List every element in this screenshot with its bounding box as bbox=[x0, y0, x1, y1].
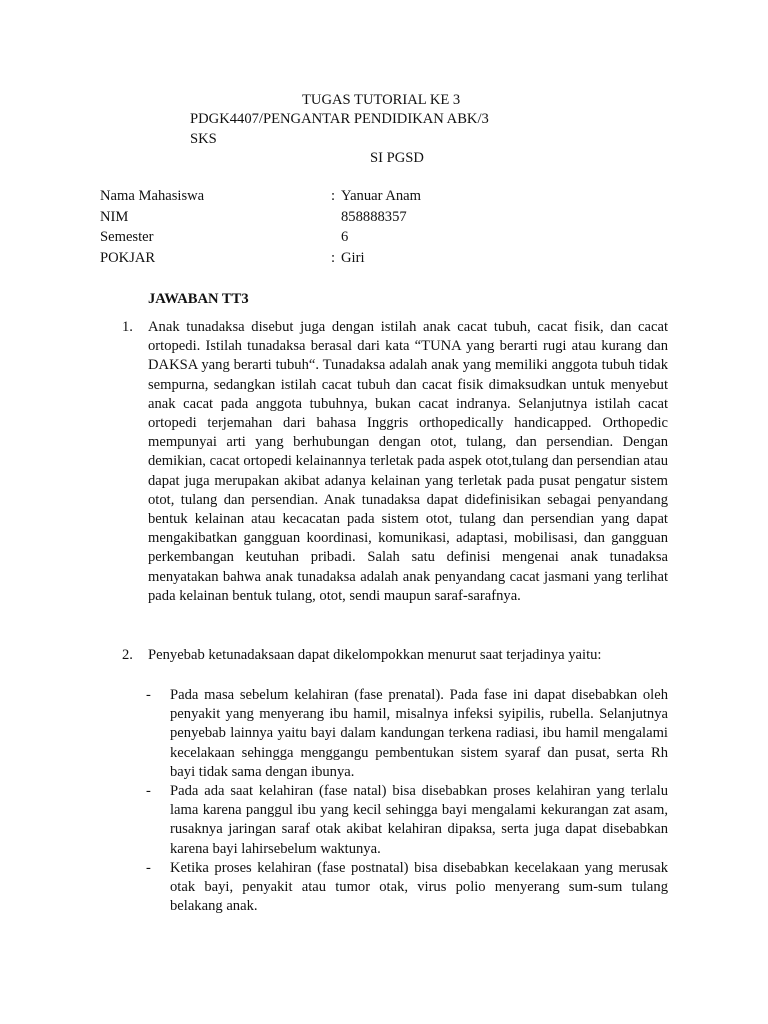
course-title: PDGK4407/PENGANTAR PENDIDIKAN ABK/3 SKS bbox=[190, 111, 489, 147]
answer-item-2 bbox=[122, 646, 668, 665]
list-item bbox=[146, 859, 668, 917]
answer-item-1 bbox=[122, 318, 668, 606]
item-number: 1. bbox=[122, 319, 133, 335]
causes-list bbox=[146, 686, 668, 916]
list-bullet: - bbox=[146, 687, 151, 703]
identity-separator: : bbox=[331, 188, 336, 204]
identity-value: Giri bbox=[341, 249, 365, 266]
list-bullet: - bbox=[146, 783, 151, 800]
answer-paragraph: Penyebab ketunadaksaan dapat dikelompokkan menurut saat terjadinya yaitu: bbox=[148, 647, 602, 663]
list-item-text: Pada ada saat kelahiran (fase natal) bisa disebabkan proses kelahiran yang terlalu lama karena panggul ibu yang kecil sehingga bayi mengalami kekurangan zat asam, rusaknya jaringan saraf otak akibat kelahiran dipaksa, serta juga dapat disebabkan karena bayi lahirsebelum waktunya. bbox=[170, 783, 668, 857]
list-bullet: - bbox=[146, 859, 151, 876]
answers-heading: JAWABAN TT3 bbox=[148, 291, 249, 307]
identity-label: Semester bbox=[100, 229, 154, 245]
answer-paragraph: Anak tunadaksa disebut juga dengan istilah anak cacat tubuh, cacat fisik, dan cacat ortopedi. Istilah tunadaksa berasal dari kata “TUNA yang berarti rugi atau kurang dan DAKSA yang berarti tubuh“. Tunadaksa adalah anak yang memiliki anggota tubuh tidak sempurna, sedangkan istilah cacat tubuh dan cacat fisik dimaksudkan untuk menyebut anak cacat pada anggota tubuhnya, bukan cacat indranya. Selanjutnya istilah cacat ortopedi terjemahan dari bahasa Inggris orthopedically handicapped. Orthopedic mempunyai arti yang berhubungan dengan otot, tulang, dan persendian. Dengan demikian, cacat ortopedi kelainannya terletak pada aspek otot,tulang dan persendian atau dapat juga merupakan akibat adanya kelainan yang terletak pada pusat pengatur sistem otot, tulang dan persendian. Anak tunadaksa dapat didefinisikan sebagai penyandang bentuk kelainan atau kecacatan pada sistem otot, tulang dan persendian yang dapat mengakibatkan gangguan koordinasi, komunikasi, adaptasi, mobilisasi, dan gangguan perkembangan keutuhan pribadi. Salah satu definisi mengenai anak tunadaksa menyatakan bahwa anak tunadaksa adalah anak penyandang cacat jasmani yang terlihat pada kelainan bentuk tulang, otot, sendi maupun saraf-sarafnya. bbox=[148, 319, 668, 604]
list-item-text: Pada masa sebelum kelahiran (fase prenatal). Pada fase ini dapat disebabkan oleh penyakit yang menyerang ibu hamil, misalnya infeksi syipilis, rubella. Selanjutnya penyebab lainnya yaitu bayi dalam kandungan terkena radiasi, ibu hamil mengalami kecelakaan sehingga menggangu pembentukan sistem syaraf dan pusat, serta Rh bayi tidak sama dengan ibunya. bbox=[170, 687, 668, 780]
identity-label: NIM bbox=[100, 208, 129, 225]
program-title: SI PGSD bbox=[370, 150, 424, 166]
identity-separator: : bbox=[331, 249, 336, 266]
item-number: 2. bbox=[122, 647, 133, 663]
identity-value: Yanuar Anam bbox=[341, 188, 421, 204]
document-title: TUGAS TUTORIAL KE 3 bbox=[302, 92, 461, 108]
identity-label: Nama Mahasiswa bbox=[100, 188, 205, 204]
list-item-text: Ketika proses kelahiran (fase postnatal) bisa disebabkan kecelakaan yang merusak otak bayi, penyakit atau tumor otak, virus polio menyerang sum-sum tulang belakang anak. bbox=[170, 859, 668, 915]
identity-label: POKJAR bbox=[100, 249, 156, 266]
identity-value: 6 bbox=[341, 229, 349, 245]
identity-value: 858888357 bbox=[341, 208, 407, 225]
list-item bbox=[146, 686, 668, 782]
list-item bbox=[146, 782, 668, 859]
